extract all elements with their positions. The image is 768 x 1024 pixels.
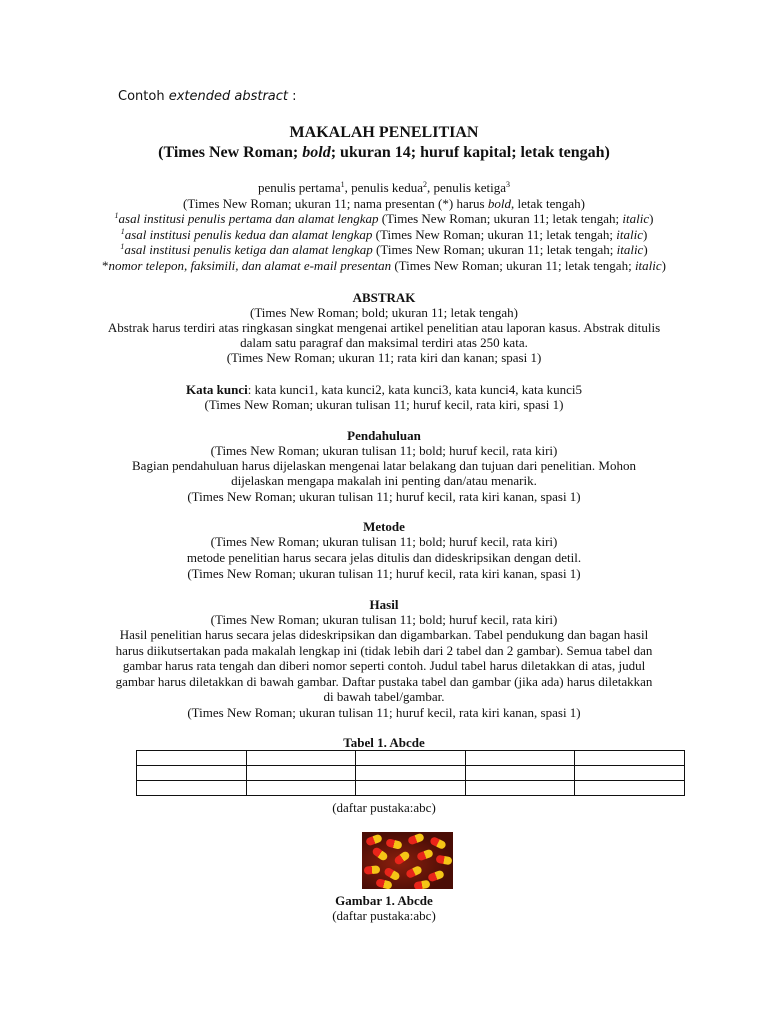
hasil-heading: Hasil xyxy=(369,597,399,612)
paper-title: MAKALAH PENELITIAN xyxy=(289,124,479,141)
contoh-label: Contoh extended abstract : xyxy=(118,89,297,104)
paper-title-format: (Times New Roman; bold; ukuran 14; huruf kapital; letak tengah) xyxy=(158,144,610,161)
table-caption: Tabel 1. Abcde xyxy=(343,735,425,750)
table-row xyxy=(137,766,685,781)
abstrak-body-line-1: Abstrak harus terdiri atas ringkasan singkat mengenai artikel penelitian atau laporan kasus. Abstrak ditulis xyxy=(107,320,661,335)
author-format: (Times New Roman; ukuran 11; nama presentan (*) harus bold, letak tengah) xyxy=(183,196,585,211)
kata-kunci: Kata kunci: kata kunci1, kata kunci2, kata kunci3, kata kunci4, kata kunci5 xyxy=(185,382,583,397)
pendahuluan-format-2: (Times New Roman; ukuran tulisan 11; huruf kecil, rata kiri kanan, spasi 1) xyxy=(187,489,581,504)
table-row xyxy=(137,751,685,766)
affiliation-2: $^1$asal institusi penulis kedua dan alamat lengkap (Times New Roman; ukuran 11; letak tengah; italic) xyxy=(120,227,648,242)
affiliation-presenter: *nomor telepon, faksimili, dan alamat e-mail presentan (Times New Roman; ukuran 11; letak tengah; italic) xyxy=(101,258,666,273)
table-row xyxy=(137,781,685,796)
pendahuluan-heading: Pendahuluan xyxy=(347,428,421,443)
kata-kunci-format: (Times New Roman; ukuran tulisan 11; huruf kecil, rata kiri, spasi 1) xyxy=(204,397,564,412)
abstrak-format: (Times New Roman; bold; ukuran 11; letak tengah) xyxy=(249,305,519,320)
pendahuluan-format: (Times New Roman; ukuran tulisan 11; bold; huruf kecil, rata kiri) xyxy=(210,443,558,458)
affiliation-1: $^1$asal institusi penulis pertama dan alamat lengkap (Times New Roman; ukuran 11; letak tengah; italic) xyxy=(114,211,654,226)
metode-heading: Metode xyxy=(363,519,405,534)
hasil-body-line-2: harus diikutsertakan pada makalah lengkap ini (tidak lebih dari 2 tabel dan 2 gambar). Semua tabel dan xyxy=(115,643,653,658)
hasil-body-line-4: gambar harus diletakkan di bawah gambar. Daftar pustaka tabel dan gambar (jika ada) harus diletakkan xyxy=(115,674,653,689)
pendahuluan-body-line-2: dijelaskan mengapa makalah ini penting dan/atau menarik. xyxy=(231,473,537,488)
hasil-body-line-5: di bawah tabel/gambar. xyxy=(323,689,445,704)
pendahuluan-body-line-1: Bagian pendahuluan harus dijelaskan mengenai latar belakang dan tujuan dari penelitian. Mohon xyxy=(132,458,636,473)
hasil-format-2: (Times New Roman; ukuran tulisan 11; huruf kecil, rata kiri kanan, spasi 1) xyxy=(187,705,581,720)
metode-body: metode penelitian harus secara jelas ditulis dan dideskripsikan dengan detil. xyxy=(186,550,582,565)
hasil-body-line-3: gambar harus rata tengah dan diberi nomor seperti contoh. Judul tabel harus diletakkan di atas, judul xyxy=(122,658,646,673)
abstrak-heading: ABSTRAK xyxy=(352,290,416,305)
affiliation-3: $^1$asal institusi penulis ketiga dan alamat lengkap (Times New Roman; ukuran 11; letak tengah; italic) xyxy=(120,242,648,257)
figure-caption: Gambar 1. Abcde xyxy=(335,893,433,908)
table-source: (daftar pustaka:abc) xyxy=(332,800,436,815)
author-list: penulis pertama$^1$, penulis kedua$^2$, penulis ketiga$^3$ xyxy=(257,180,511,195)
hasil-body-line-1: Hasil penelitian harus secara jelas dideskripsikan dan digambarkan. Tabel pendukung dan bagan hasil xyxy=(119,627,649,642)
figure-source: (daftar pustaka:abc) xyxy=(332,908,436,923)
abstrak-format-2: (Times New Roman; ukuran 11; rata kiri dan kanan; spasi 1) xyxy=(226,350,542,365)
hasil-format: (Times New Roman; ukuran tulisan 11; bold; huruf kecil, rata kiri) xyxy=(210,612,558,627)
metode-format: (Times New Roman; ukuran tulisan 11; bold; huruf kecil, rata kiri) xyxy=(210,534,558,549)
capsules-image xyxy=(362,832,453,889)
abstrak-body-line-2: dalam satu paragraf dan maksimal terdiri atas 250 kata. xyxy=(240,335,528,350)
example-table xyxy=(136,750,685,796)
metode-format-2: (Times New Roman; ukuran tulisan 11; huruf kecil, rata kiri kanan, spasi 1) xyxy=(187,566,581,581)
